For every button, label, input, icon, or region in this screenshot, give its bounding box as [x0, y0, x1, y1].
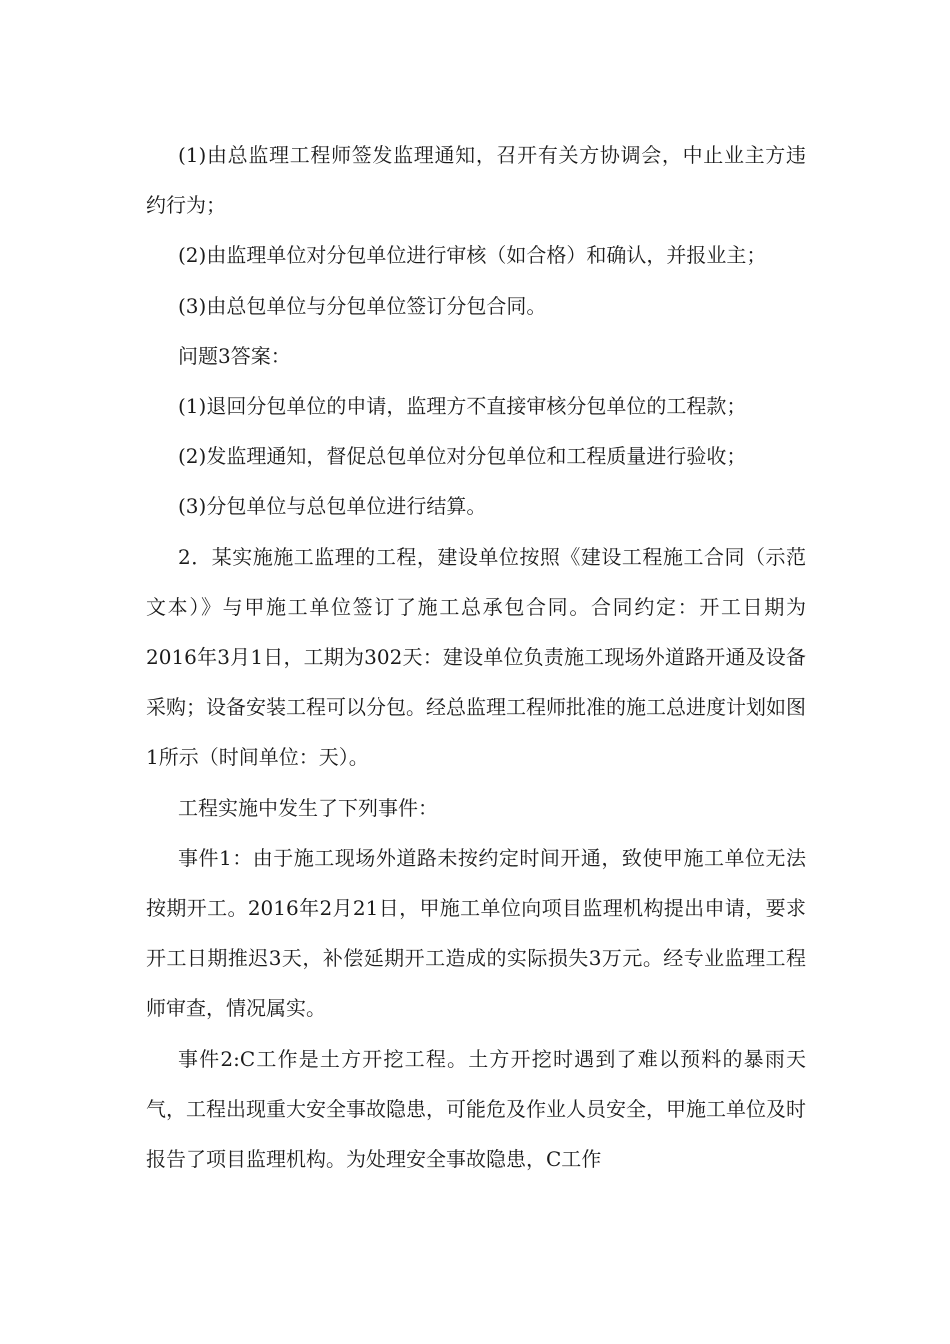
- document-body: [146, 130, 806, 1184]
- paragraph-event-1: 事件1：由于施工现场外道路未按约定时间开通，致使甲施工单位无法按期开工。2016年2月21日，甲施工单位向项目监理机构提出申请，要求开工日期推迟3天，补偿延期开工造成的实际损失3万元。经专业监理工程师审查，情况属实。: [146, 845, 806, 1021]
- paragraph-event-2: 事件2:C工作是土方开挖工程。土方开挖时遇到了难以预料的暴雨天气，工程出现重大安全事故隐患，可能危及作业人员安全，甲施工单位及时报告了项目监理机构。为处理安全事故隐患，C工作: [146, 1046, 806, 1172]
- paragraph-answer-3-item-1: (1)退回分包单位的申请，监理方不直接审核分包单位的工程款；: [178, 394, 747, 419]
- paragraph-answer-3-item-3: (3)分包单位与总包单位进行结算。: [178, 494, 487, 519]
- paragraph-question-3-heading: 问题3答案：: [178, 343, 291, 368]
- paragraph-answer-2-item-3: (3)由总包单位与分包单位签订分包合同。: [178, 293, 547, 318]
- paragraph-answer-2-item-1: (1)由总监理工程师签发监理通知，召开有关方协调会，中止业主方违约行为；: [146, 143, 806, 218]
- paragraph-answer-3-item-2: (2)发监理通知，督促总包单位对分包单位和工程质量进行验收；: [178, 444, 747, 469]
- paragraph-answer-2-item-2: (2)由监理单位对分包单位进行审核（如合格）和确认，并报业主；: [178, 243, 767, 268]
- paragraph-events-heading: 工程实施中发生了下列事件：: [178, 795, 438, 820]
- paragraph-case-2-intro: 2．某实施施工监理的工程，建设单位按照《建设工程施工合同（示范文本）》与甲施工单位签订了施工总承包合同。合同约定：开工日期为2016年3月1日，工期为302天：建设单位负责施工现场外道路开通及设备采购；设备安装工程可以分包。经总监理工程师批准的施工总进度计划如图1所示（时间单位：天）。: [146, 544, 806, 770]
